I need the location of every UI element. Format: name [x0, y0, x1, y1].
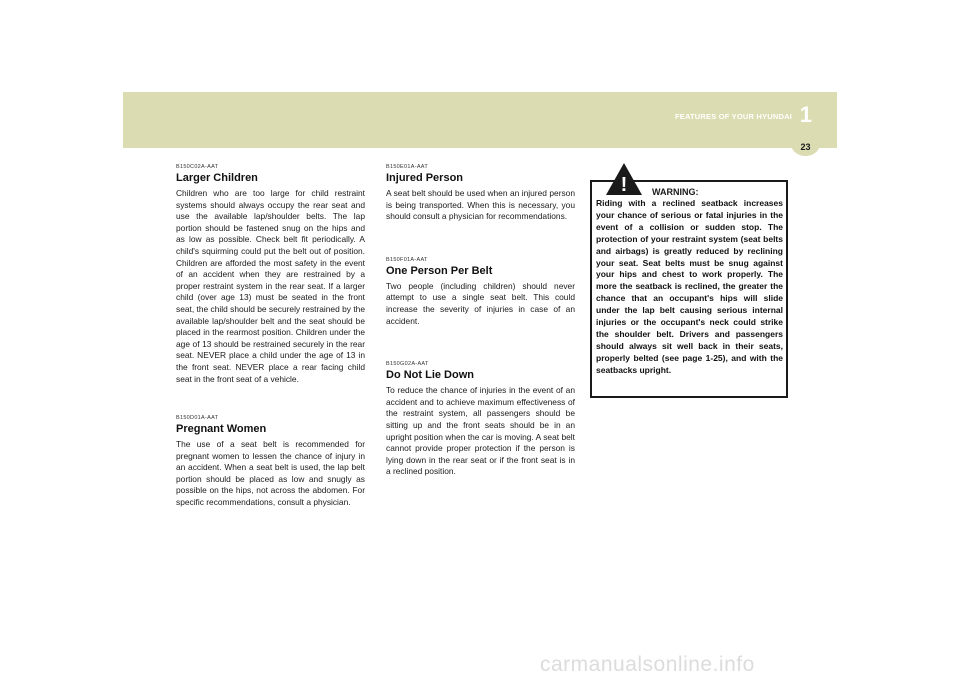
section-code: B150G02A-AAT: [386, 361, 429, 368]
section-heading: One Person Per Belt: [386, 264, 493, 277]
section-heading: Do Not Lie Down: [386, 369, 474, 382]
section-code: B150E01A-AAT: [386, 164, 429, 170]
warning-icon-symbol: !: [620, 174, 628, 196]
section-gap: [386, 327, 575, 361]
section-do-not-lie-down: [386, 361, 575, 478]
section-injured-person: [386, 164, 575, 223]
chapter-header-band: [123, 92, 837, 148]
section-body: A seat belt should be used when an injured person is being transported. When this is necessary, you should consult a physician for recommendations.: [386, 188, 575, 222]
section-body: Children who are too large for child restraint systems should always occupy the rear seat and use the available lap/shoulder belts. The lap portion should be fastened snug on the hips and as low as possible. Check belt fit periodically. A child's squirming could put the belt out of position. Children are afforded the most safety in the event of an accident when they are restrained by a proper restraint system in the rear seat. If a larger child (over age 13) must be seated in the front seat, the child should be securely restrained by the available lap/shoulder belt and the seat should be placed in the rearmost position. Children under the age of 13 should be restrained securely in the rear seat. NEVER place a child under the age of 13 in the front seat. NEVER place a rear facing child seat in the front seat of a vehicle.: [176, 188, 365, 384]
middle-column: [386, 164, 575, 478]
section-one-person-per-belt: [386, 257, 575, 327]
warning-title: WARNING:: [652, 187, 699, 197]
section-heading: Larger Children: [176, 172, 258, 184]
section-body: To reduce the chance of injuries in the event of an accident and to achieve maximum effectiveness of the restraint system, all passengers should be sitting up and the front seats should be in an upright position when the car is moving. A seat belt cannot provide proper protection if the person is lying down in the rear seat or if the front seat is in a reclined position.: [386, 385, 575, 477]
exclamation-warning-icon: [605, 162, 643, 196]
section-gap: [386, 223, 575, 257]
section-code: B150C02A-AAT: [176, 164, 219, 170]
section-code: B150F01A-AAT: [386, 256, 428, 263]
section-code: B150D01A-AAT: [176, 415, 219, 422]
section-body: Two people (including children) should never attempt to use a single seat belt. This could increase the severity of injuries in case of an accident.: [386, 280, 575, 326]
warning-box: [590, 174, 788, 398]
section-heading: Pregnant Women: [176, 423, 267, 436]
chapter-title: FEATURES OF YOUR HYUNDAI: [674, 112, 792, 121]
warning-body: Riding with a reclined seatback increases your chance of serious or fatal injuries in the event of a collision or sudden stop. The protection of your restraint system (seat belts and airbags) is greatly reduced by reclining your seat. Seat belts must be snug against your hips and chest to work properly. The more the seatback is reclined, the greater the chance that an occupant's hips will slide under the lap belt causing serious internal injuries or the occupant's neck could strike the shoulder belt. Drivers and passengers should always sit well back in their seats, properly belted (see page 1-25), and with the seatbacks upright.: [596, 198, 783, 375]
section-gap: [176, 385, 365, 415]
section-body: The use of a seat belt is recommended for pregnant women to lessen the chance of injury in an accident. When a seat belt is used, the lap belt portion should be placed as low and snugly as possible on the hips, not across the abdomen. For specific recommendations, consult a physician.: [176, 439, 365, 508]
section-heading: Injured Person: [386, 172, 464, 184]
section-larger-children: [176, 164, 365, 385]
section-pregnant-women: [176, 415, 365, 509]
chapter-number: 1: [799, 102, 812, 127]
watermark: carmanualsonline.info: [540, 653, 755, 676]
left-column: [176, 164, 365, 509]
page-number: 23: [790, 140, 821, 156]
